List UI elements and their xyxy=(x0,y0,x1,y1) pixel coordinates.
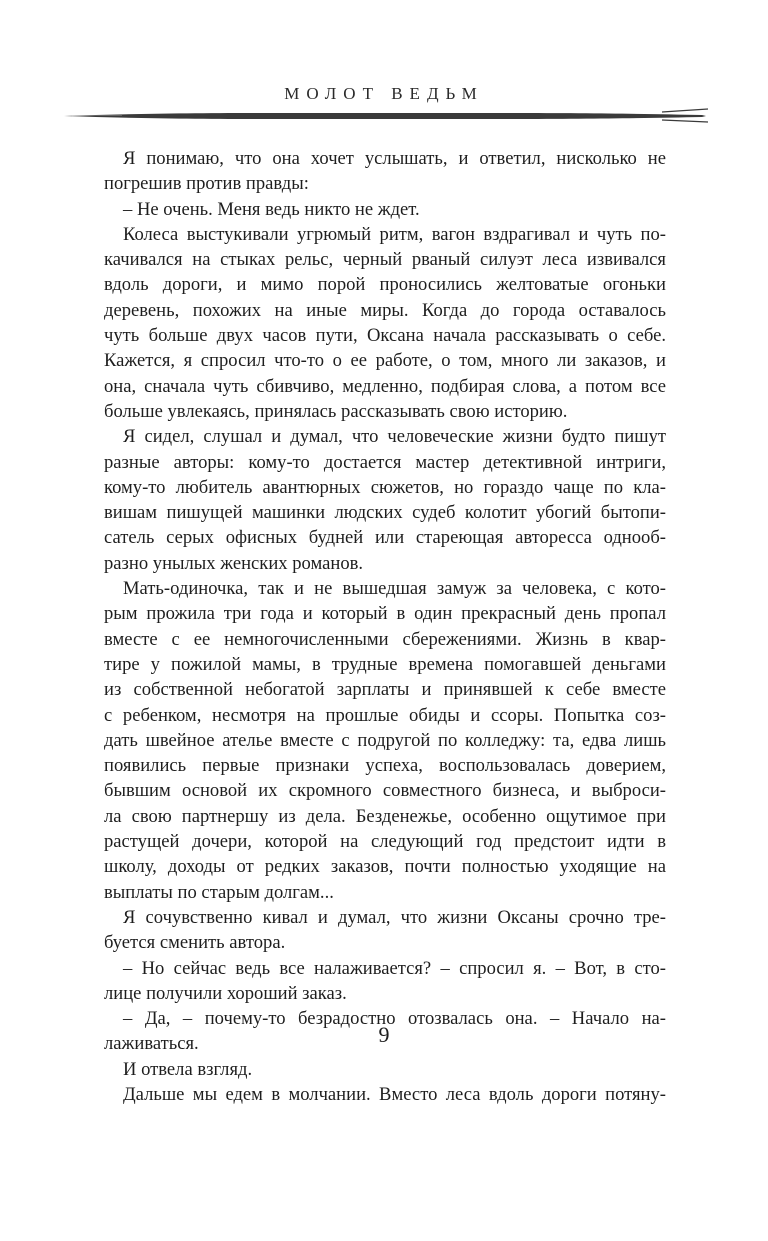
paragraph xyxy=(104,905,666,956)
running-title: МОЛОТ ВЕДЬМ xyxy=(284,84,484,103)
text-line: Колеса выстукивали угрюмый ритм, вагон вздрагивал и чуть по- xyxy=(123,223,666,245)
paragraph xyxy=(104,1057,666,1082)
text-line: выплаты по старым долгам... xyxy=(104,881,334,903)
text-line: Я понимаю, что она хочет услышать, и ответил, нисколько не xyxy=(123,148,666,169)
paragraph xyxy=(104,146,666,197)
text-line: разные авторы: кому-то достается мастер детективной интриги, xyxy=(104,451,666,473)
text-line: деревень, похожих на иные миры. Когда до города оставалось xyxy=(104,299,666,321)
page-number: 9 xyxy=(378,1022,390,1047)
text-line: тире у пожилой мамы, в трудные времена помогавшей деньгами xyxy=(104,653,666,675)
text-line: ла свою партнершу из дела. Безденежье, особенно ощутимое при xyxy=(104,805,666,827)
text-line: вдоль дороги, и мимо порой проносились желтоватые огоньки xyxy=(104,274,666,296)
text-line: она, сначала чуть сбивчиво, медленно, подбирая слова, а потом все xyxy=(104,375,666,397)
text-line: школу, доходы от редких заказов, почти полностью уходящие на xyxy=(104,856,666,878)
text-line: Дальше мы едем в молчании. Вместо леса вдоль дороги потяну- xyxy=(123,1083,666,1105)
paragraph xyxy=(104,197,666,222)
text-line: вишам пишущей машинки людских судеб колотит убогий бытопи- xyxy=(104,502,666,524)
text-line: растущей дочери, которой на следующий год предстоит идти в xyxy=(104,831,666,853)
text-line: вместе с ее немногочисленными сбережениями. Жизнь в квар- xyxy=(104,628,666,650)
text-line: – Да, – почему-то безрадостно отозвалась она. – Начало на- xyxy=(123,1008,666,1030)
paragraph xyxy=(104,424,666,576)
text-line: Мать-одиночка, так и не вышедшая замуж за человека, с кото- xyxy=(123,578,666,600)
text-line: качивался на стыках рельс, черный рваный силуэт леса извивался xyxy=(104,249,666,271)
text-line: больше увлекаясь, принялась рассказывать свою историю. xyxy=(104,400,568,422)
text-line: погрешив против правды: xyxy=(104,173,309,195)
header-rule xyxy=(62,107,708,123)
text-line: бывшим основой их скромного совместного бизнеса, и выброси- xyxy=(104,780,666,802)
text-line: Я сочувственно кивал и думал, что жизни Оксаны срочно тре- xyxy=(123,906,666,928)
paragraph xyxy=(104,576,666,905)
text-line: лаживаться. xyxy=(104,1033,199,1055)
text-line: кому-то любитель авантюрных сюжетов, но гораздо чаще по кла- xyxy=(104,476,666,498)
paragraph xyxy=(104,222,666,424)
paragraph xyxy=(104,956,666,1007)
text-line: дать швейное ателье вместе с подругой по колледжу: та, едва лишь xyxy=(104,729,666,751)
text-line: с ребенком, несмотря на прошлые обиды и ссоры. Попытка соз- xyxy=(104,704,666,726)
text-line: – Но сейчас ведь все налаживается? – спросил я. – Вот, в сто- xyxy=(123,957,666,979)
text-line: Я сидел, слушал и думал, что человеческие жизни будто пишут xyxy=(123,426,666,448)
text-line: буется сменить автора. xyxy=(104,932,286,954)
text-line: Кажется, я спросил что-то о ее работе, о том, много ли заказов, и xyxy=(104,350,666,372)
text-line: разно унылых женских романов. xyxy=(104,552,364,574)
body-text xyxy=(104,146,666,1107)
text-line: лице получили хороший заказ. xyxy=(104,982,347,1004)
text-line: чуть больше двух часов пути, Оксана начала рассказывать о себе. xyxy=(104,325,666,347)
text-line: – Не очень. Меня ведь никто не ждет. xyxy=(123,198,420,220)
paragraph xyxy=(104,1082,666,1107)
text-line: сатель серых офисных будней или стареющая авторесса однооб- xyxy=(104,527,666,549)
text-line: рым прожила три года и который в один прекрасный день пропал xyxy=(104,603,666,625)
text-line: из собственной небогатой зарплаты и принявшей к себе вместе xyxy=(104,679,666,701)
text-line: И отвела взгляд. xyxy=(123,1058,253,1080)
text-line: появились первые признаки успеха, воспользовалась доверием, xyxy=(104,755,666,777)
